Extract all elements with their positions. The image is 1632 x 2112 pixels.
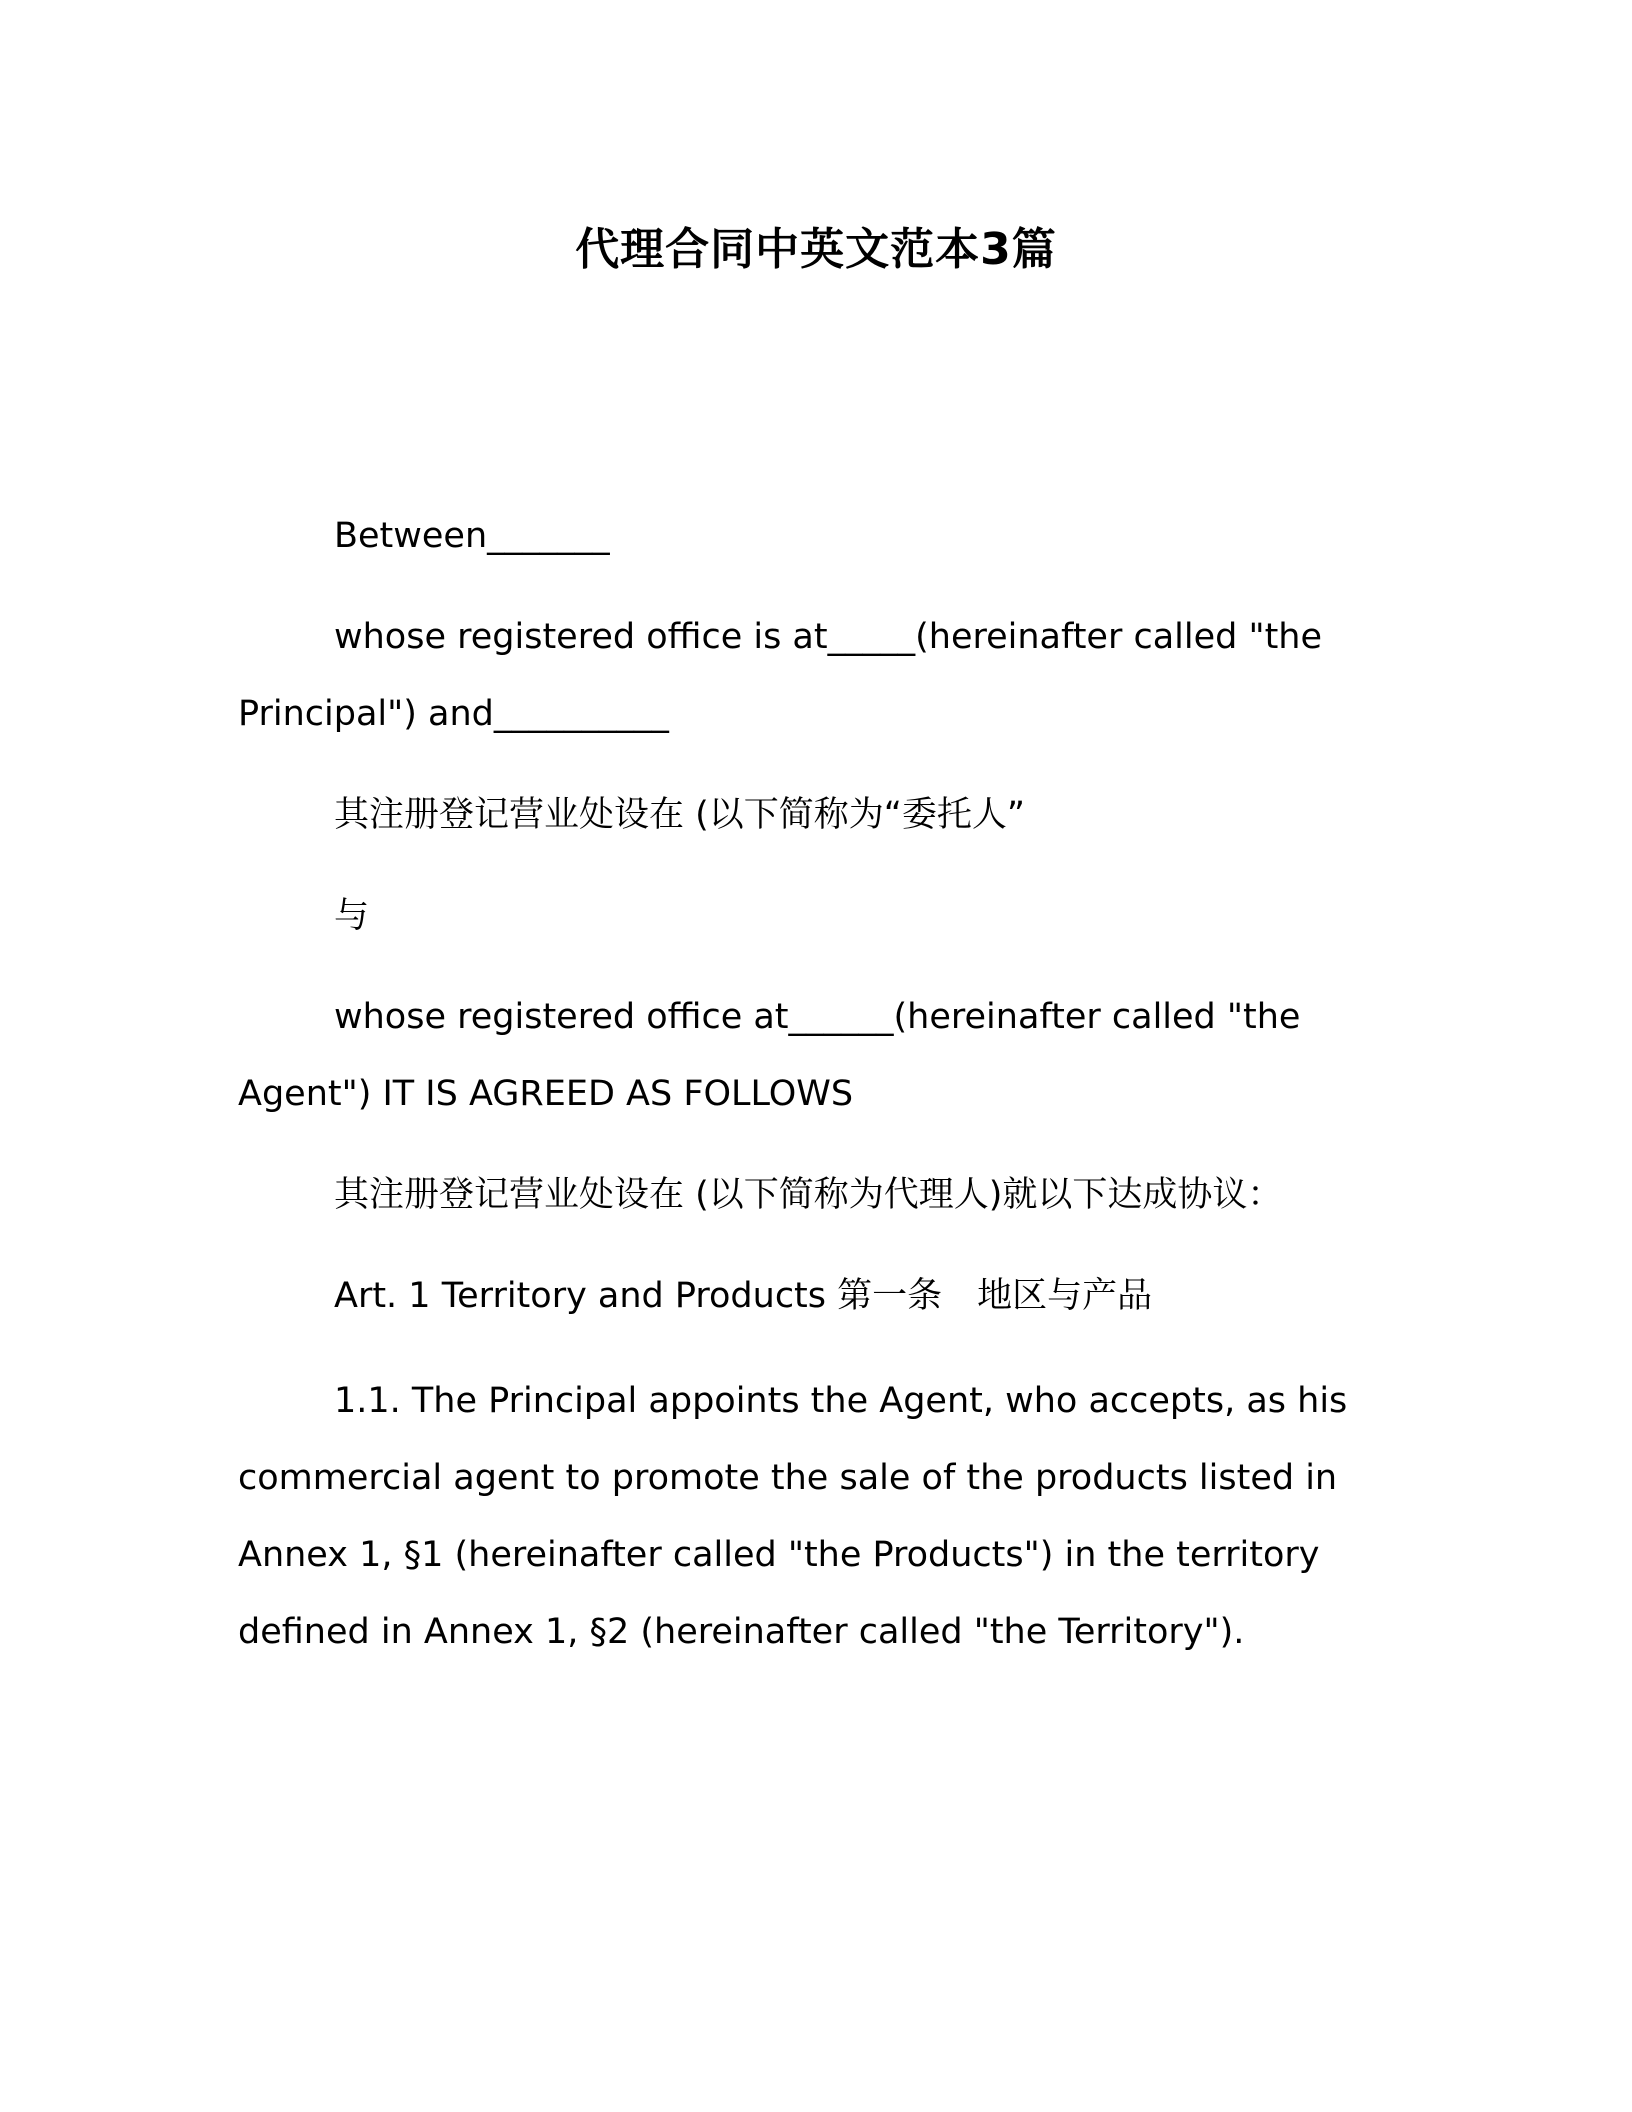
document-title: 代理合同中英文范本3篇 <box>575 224 1057 275</box>
document-body <box>238 498 1348 1671</box>
article-1-heading: Art. 1 Territory and Products 第一条 地区与产品 <box>334 1276 1153 1316</box>
paragraph-agent-office-cn: 其注册登记营业处设在 (以下简称为代理人)就以下达成协议： <box>334 1175 1283 1215</box>
paragraph-principal-office: whose registered office is at_____(hereinafter called "the Principal") and__________ <box>238 617 1323 734</box>
paragraph-agent-office: whose registered office at______(hereinafter called "the Agent") IT IS AGREED AS FOLLOWS <box>238 997 1301 1114</box>
paragraph-between: Between_______ <box>334 516 610 556</box>
paragraph-principal-office-cn: 其注册登记营业处设在 (以下简称为“委托人” <box>334 795 1026 835</box>
paragraph-and-cn: 与 <box>334 896 370 936</box>
clause-1-1: 1.1. The Principal appoints the Agent, who accepts, as his commercial agent to promote the sale of the products listed in Annex 1, §1 (hereinafter called "the Products") in the territory defined in Annex 1, §2 (hereinafter called "the Territory"). <box>238 1381 1348 1652</box>
